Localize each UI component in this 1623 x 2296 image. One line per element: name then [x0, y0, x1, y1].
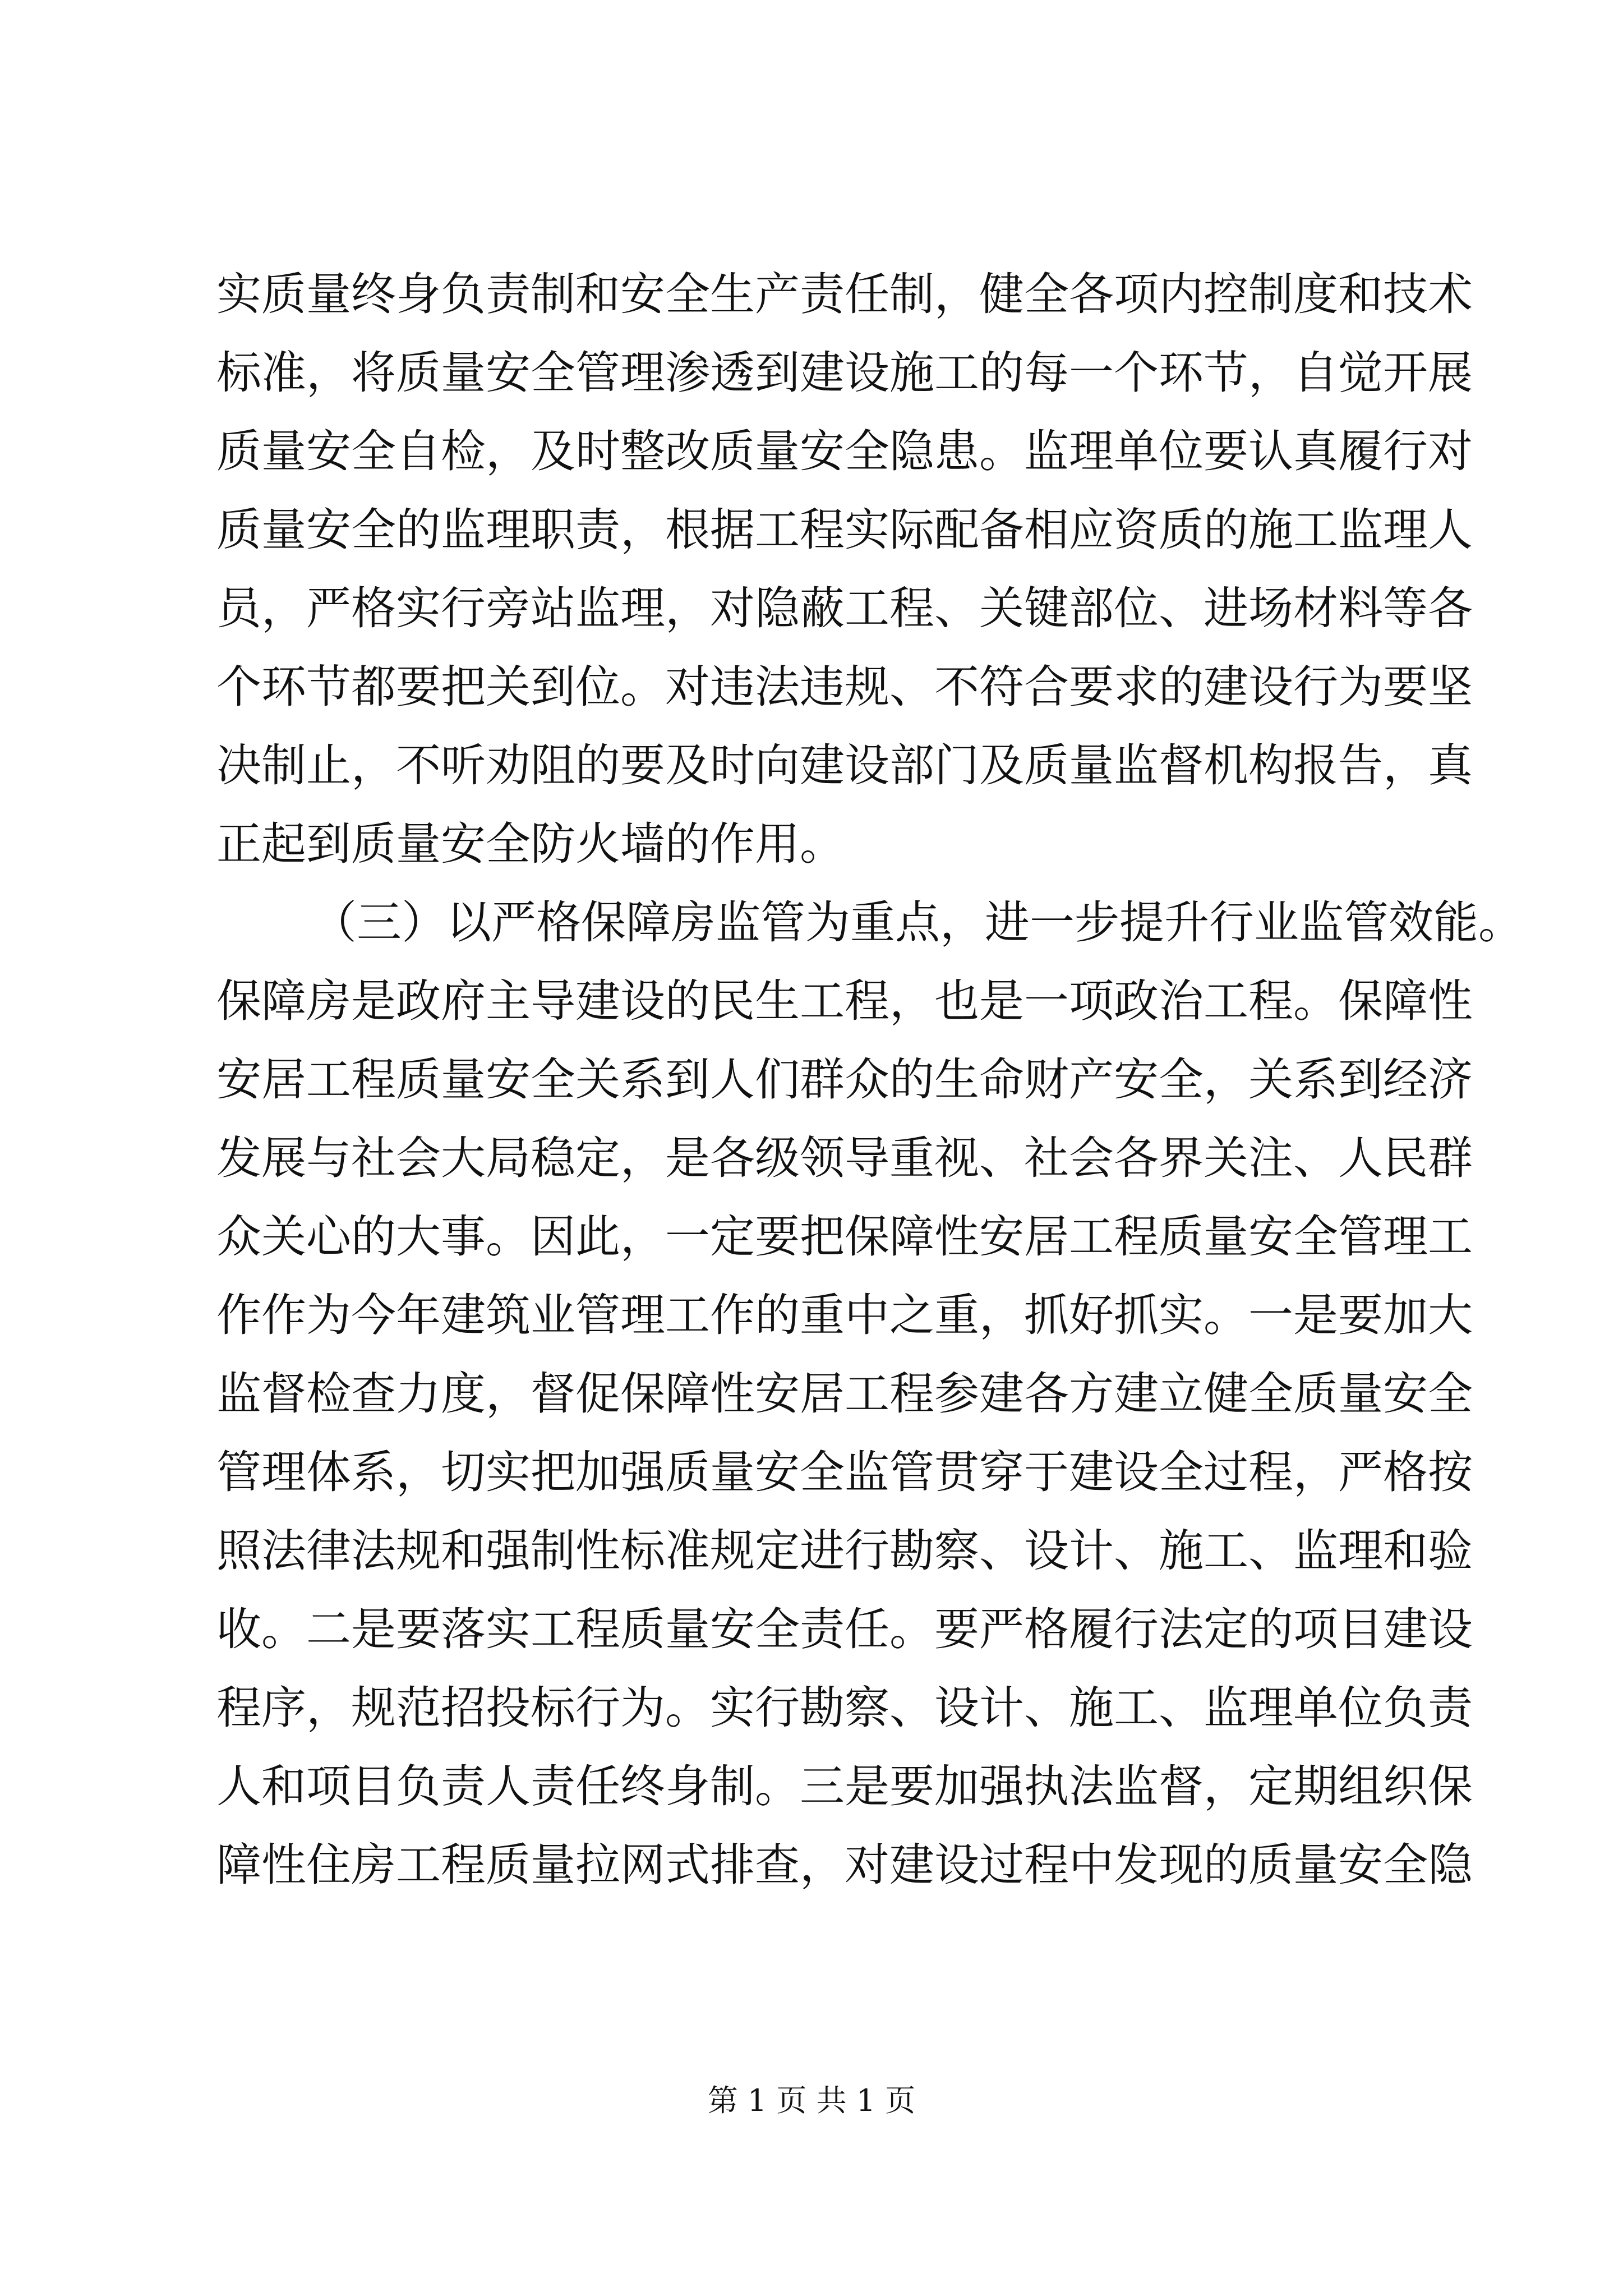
text-line: 作作为今年建筑业管理工作的重中之重，抓好抓实。一是要加大 [216, 1289, 1473, 1341]
text-line: 正起到质量安全防火墙的作用。 [216, 818, 845, 870]
text-line: 标准，将质量安全管理渗透到建设施工的每一个环节，自觉开展 [216, 347, 1473, 399]
text-line: 管理体系，切实把加强质量安全监管贯穿于建设全过程，严格按 [216, 1446, 1473, 1498]
text-line: 质量安全自检，及时整改质量安全隐患。监理单位要认真履行对 [216, 425, 1473, 477]
body-text [216, 255, 1523, 1904]
text-line: 安居工程质量安全关系到人们群众的生命财产安全，关系到经济 [216, 1053, 1473, 1106]
section-heading-line: （三）以严格保障房监管为重点，进一步提升行业监管效能。 [312, 896, 1523, 949]
text-line: 个环节都要把关到位。对违法违规、不符合要求的建设行为要坚 [216, 661, 1473, 713]
text-line: 人和项目负责人责任终身制。三是要加强执法监督，定期组织保 [216, 1760, 1473, 1812]
text-line: 照法律法规和强制性标准规定进行勘察、设计、施工、监理和验 [216, 1525, 1473, 1577]
text-line: 障性住房工程质量拉网式排查，对建设过程中发现的质量安全隐 [216, 1839, 1473, 1891]
page-number-footer: 第 1 页 共 1 页 [707, 2083, 916, 2118]
text-line: 保障房是政府主导建设的民生工程，也是一项政治工程。保障性 [216, 975, 1473, 1027]
text-line: 监督检查力度，督促保障性安居工程参建各方建立健全质量安全 [216, 1368, 1473, 1420]
text-line: 程序，规范招投标行为。实行勘察、设计、施工、监理单位负责 [216, 1682, 1473, 1734]
text-line: 众关心的大事。因此，一定要把保障性安居工程质量安全管理工 [216, 1211, 1473, 1263]
text-line: 实质量终身负责制和安全生产责任制，健全各项内控制度和技术 [216, 268, 1473, 320]
text-line: 员，严格实行旁站监理，对隐蔽工程、关键部位、进场材料等各 [216, 582, 1473, 634]
text-line: 发展与社会大局稳定，是各级领导重视、社会各界关注、人民群 [216, 1132, 1473, 1184]
text-line: 决制止，不听劝阻的要及时向建设部门及质量监督机构报告，真 [216, 739, 1473, 792]
text-line: 收。二是要落实工程质量安全责任。要严格履行法定的项目建设 [216, 1603, 1473, 1655]
text-line: 质量安全的监理职责，根据工程实际配备相应资质的施工监理人 [216, 504, 1473, 556]
